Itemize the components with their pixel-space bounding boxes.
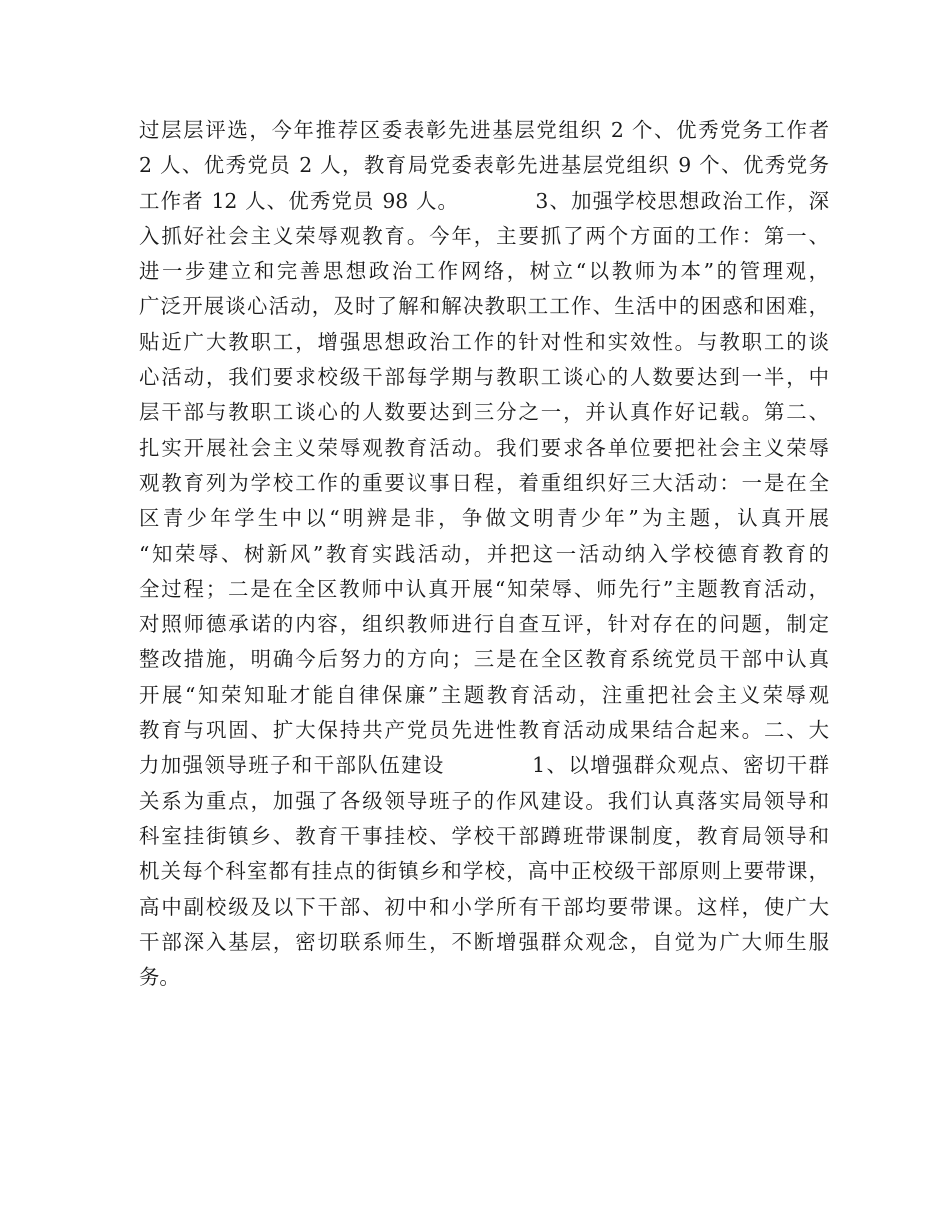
text-line: 对照师德承诺的内容，组织教师进行自查互评，针对存在的问题，制定 [139,612,829,637]
text-line: 进一步建立和完善思想政治工作网络，树立“以教师为本”的管理观， [139,259,829,284]
text-line: 贴近广大教职工，增强思想政治工作的针对性和实效性。与教职工的谈 [139,329,829,354]
text-line: 科室挂街镇乡、教育干事挂校、学校干部蹲班带课制度，教育局领导和 [139,823,829,848]
text-line: 整改措施，明确今后努力的方向；三是在全区教育系统党员干部中认真 [139,647,829,672]
body-text [139,113,829,995]
text-line: 层干部与教职工谈心的人数要达到三分之一，并认真作好记载。第二、 [139,400,829,425]
text-line: 观教育列为学校工作的重要议事日程，着重组织好三大活动：一是在全 [139,470,829,495]
text-line: “知荣辱、树新风”教育实践活动，并把这一活动纳入学校德育教育的 [139,541,829,566]
text-line: 入抓好社会主义荣辱观教育。今年，主要抓了两个方面的工作：第一、 [139,223,829,248]
text-line: 力加强领导班子和干部队伍建设 1、以增强群众观点、密切干群 [139,753,829,778]
text-line: 教育与巩固、扩大保持共产党员先进性教育活动成果结合起来。二、大 [139,718,829,743]
text-line: 全过程；二是在全区教师中认真开展“知荣辱、师先行”主题教育活动， [139,576,829,601]
text-line: 开展“知荣知耻才能自律保廉”主题教育活动，注重把社会主义荣辱观 [139,682,829,707]
text-line: 务。 [139,965,180,990]
text-line: 扎实开展社会主义荣辱观教育活动。我们要求各单位要把社会主义荣辱 [139,435,829,460]
text-line: 高中副校级及以下干部、初中和小学所有干部均要带课。这样，使广大 [139,894,829,919]
text-line: 干部深入基层，密切联系师生，不断增强群众观念，自觉为广大师生服 [139,929,829,954]
text-line: 区青少年学生中以“明辨是非，争做文明青少年”为主题，认真开展 [139,506,829,531]
text-line: 广泛开展谈心活动，及时了解和解决教职工工作、生活中的困惑和困难， [139,294,829,319]
text-line: 机关每个科室都有挂点的街镇乡和学校，高中正校级干部原则上要带课， [139,859,829,884]
text-line: 过层层评选，今年推荐区委表彰先进基层党组织 2 个、优秀党务工作者 [139,118,829,142]
text-line: 工作者 12 人、优秀党员 98 人。 3、加强学校思想政治工作，深 [139,188,829,213]
text-line: 心活动，我们要求校级干部每学期与教职工谈心的人数要达到一半，中 [139,365,829,390]
text-line: 2 人、优秀党员 2 人，教育局党委表彰先进基层党组织 9 个、优秀党务 [139,153,829,178]
text-line: 关系为重点，加强了各级领导班子的作风建设。我们认真落实局领导和 [139,788,829,813]
